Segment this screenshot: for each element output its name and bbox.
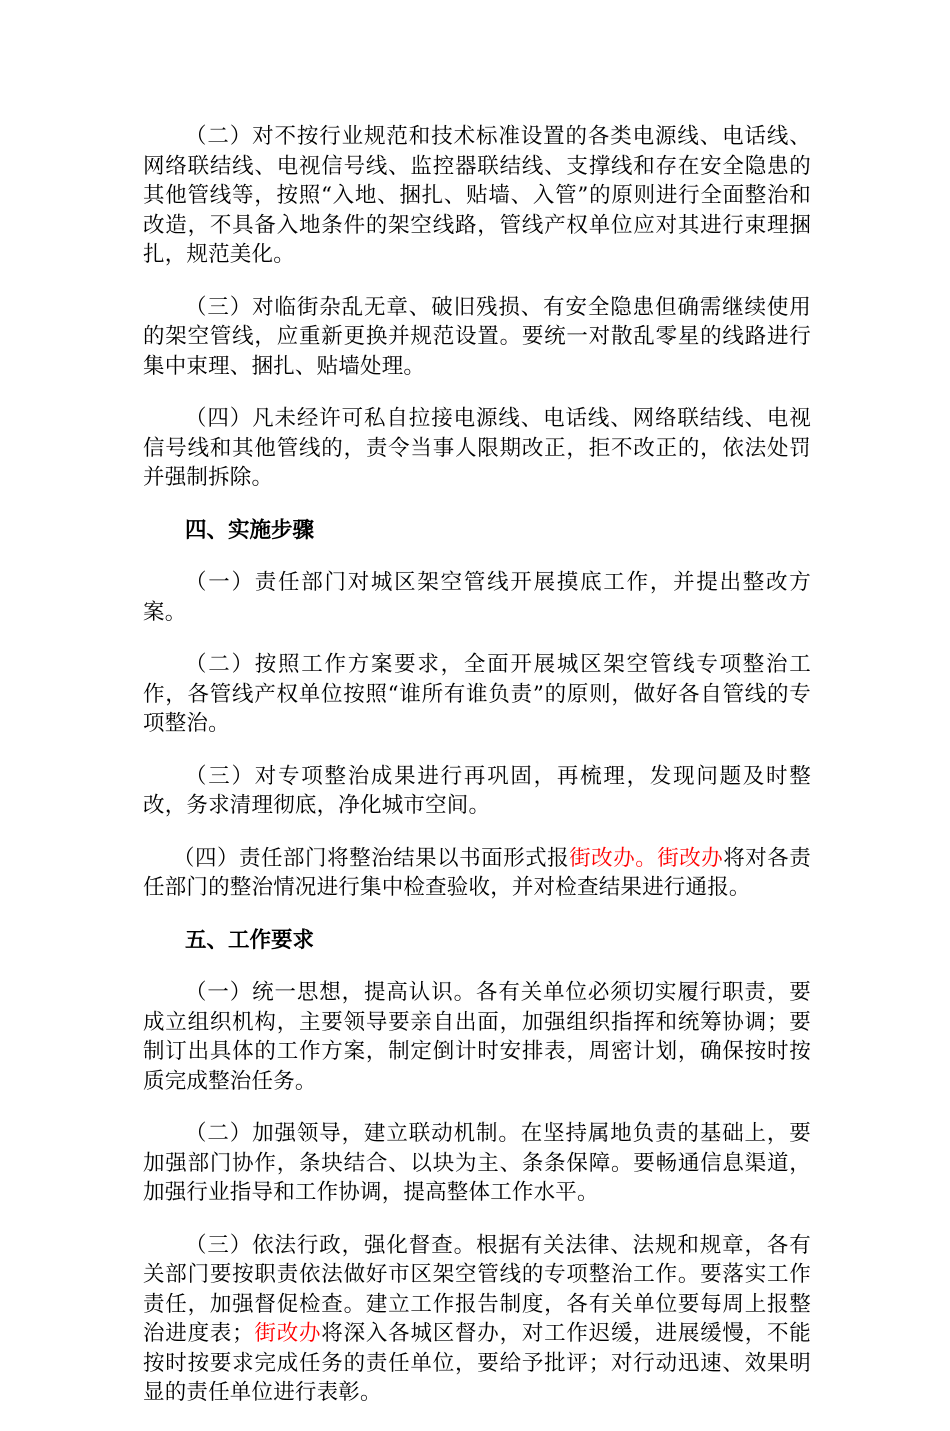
requirement-item-2: （二）加强领导，建立联动机制。在坚持属地负责的基础上，要加强部门协作，条块结合、以块为主、条条保障。要畅通信息渠道，加强行业指导和工作协调，提高整体工作水平。: [143, 1121, 811, 1205]
highlight-office-name: 街改办。: [569, 845, 658, 871]
section-heading-implementation-steps: 四、实施步骤: [185, 517, 315, 543]
requirement-item-3-text-b: 将深入各城区督办，对工作迟缓，进展缓慢，不能按时按要求完成任务的责任单位，要给予批评；对行动迅速、效果明显的责任单位进行表彰。: [143, 1321, 811, 1405]
step-item-4: [143, 844, 811, 903]
step-item-4-text-b: 将对各责任部门的整治情况进行集中检查验收，并对检查结果进行通报。: [143, 845, 811, 900]
paragraph-item-4: （四）凡未经许可私自拉接电源线、电话线、网络联结线、电视信号线和其他管线的，责令当事人限期改正，拒不改正的，依法处罚并强制拆除。: [143, 406, 811, 490]
step-item-2: （二）按照工作方案要求，全面开展城区架空管线专项整治工作，各管线产权单位按照“谁所有谁负责”的原则，做好各自管线的专项整治。: [143, 652, 811, 736]
paragraph-item-3: （三）对临街杂乱无章、破旧残损、有安全隐患但确需继续使用的架空管线，应重新更换并规范设置。要统一对散乱零星的线路进行集中束理、捆扎、贴墙处理。: [143, 294, 811, 379]
step-item-4-text-a: （四）责任部门将整治结果以书面形式报: [173, 845, 570, 871]
requirement-item-1: （一）统一思想，提高认识。各有关单位必须切实履行职责，要成立组织机构，主要领导要亲自出面，加强组织指挥和统筹协调；要制订出具体的工作方案，制定倒计时安排表，周密计划，确保按时按质完成整治任务。: [143, 980, 811, 1094]
requirement-item-3: [143, 1231, 811, 1408]
step-item-3: （三）对专项整治成果进行再巩固，再梳理，发现问题及时整改，务求清理彻底，净化城市空间。: [143, 763, 811, 818]
section-heading-work-requirements: 五、工作要求: [185, 927, 315, 953]
requirement-item-3-text-a: （三）依法行政，强化督查。根据有关法律、法规和规章，各有关部门要按职责依法做好市区架空管线的专项整治工作。要落实工作责任，加强督促检查。建立工作报告制度，各有关单位要每周上报整治进度表；: [143, 1232, 811, 1346]
highlight-office-name: 街改办: [253, 1321, 322, 1346]
document-body: [143, 122, 811, 1431]
highlight-office-name: 街改办: [657, 845, 724, 871]
step-item-1: （一）责任部门对城区架空管线开展摸底工作，并提出整改方案。: [143, 570, 811, 625]
paragraph-item-2: （二）对不按行业规范和技术标准设置的各类电源线、电话线、网络联结线、电视信号线、监控器联结线、支撑线和存在安全隐患的其他管线等，按照“入地、捆扎、贴墙、入管”的原则进行全面整治和改造，不具备入地条件的架空线路，管线产权单位应对其进行束理捆扎，规范美化。: [143, 124, 811, 267]
